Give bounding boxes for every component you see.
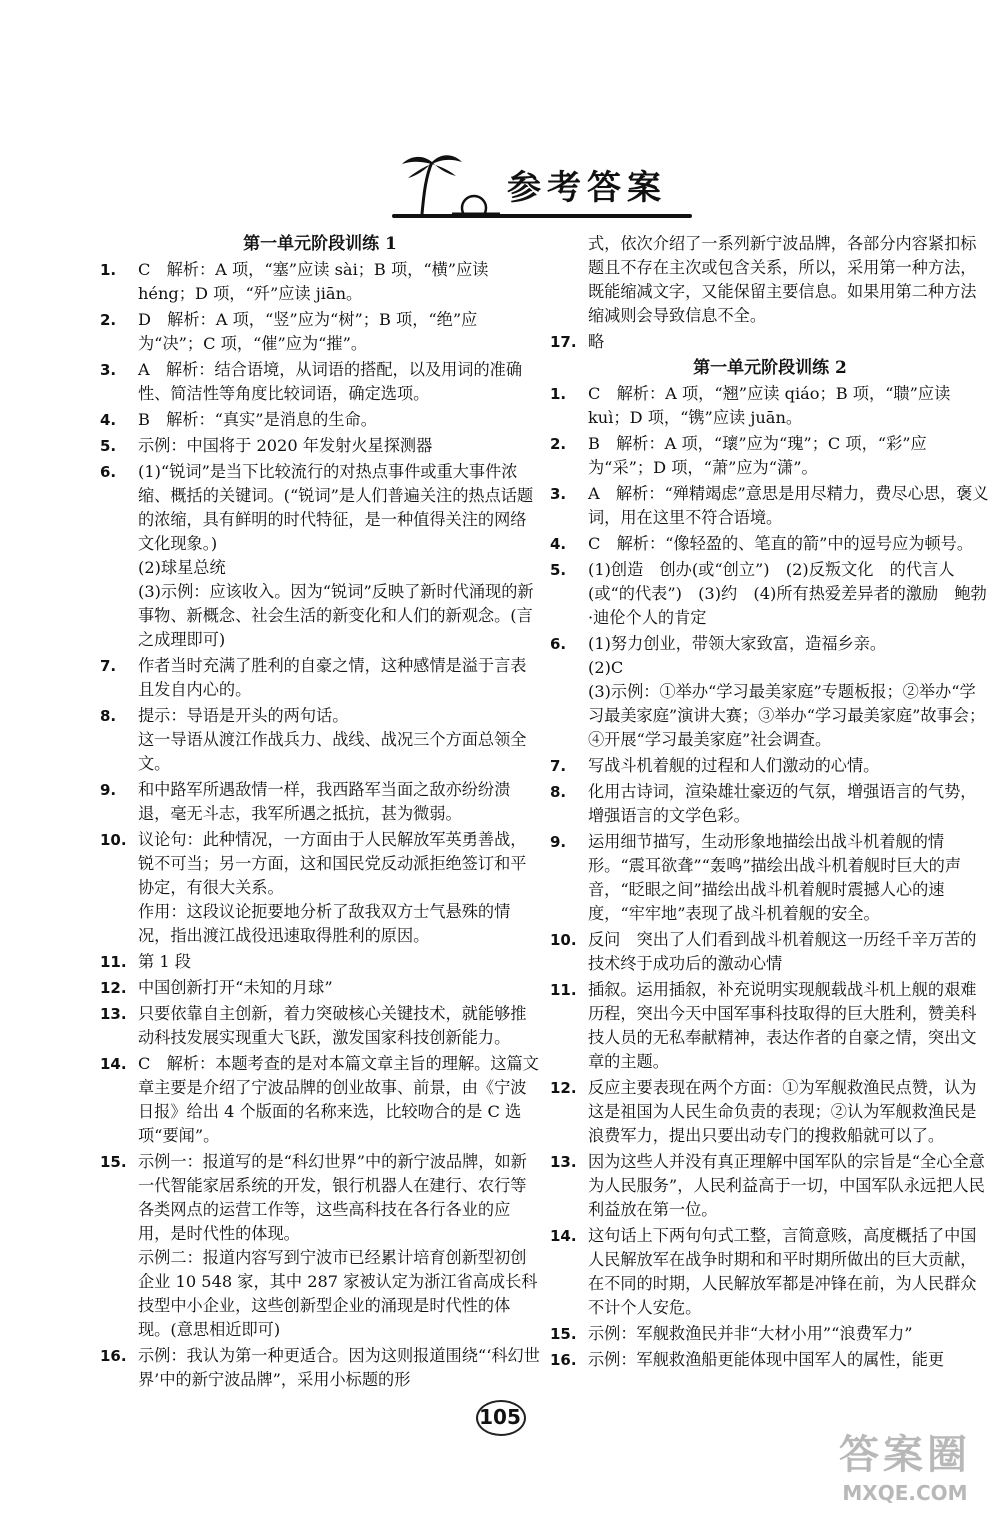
page-number: 105	[470, 1400, 530, 1434]
answer-number: 8.	[100, 707, 117, 725]
answer-text: 插叙。运用插叙，补充说明实现舰载战斗机上舰的艰难历程，突出今天中国军事科技取得的巨大胜利，赞美科技人员的无私奉献精神，表达作者的自豪之情，突出文章的主题。	[588, 980, 977, 1071]
answer-number: 1.	[550, 385, 567, 403]
answer-number: 10.	[100, 831, 127, 849]
answer-item	[100, 358, 540, 406]
answer-text: A 解析：结合语境，从词语的搭配，以及用词的准确性、简洁性等角度比较词语，确定选项。	[138, 360, 523, 403]
answer-number: 15.	[550, 1325, 577, 1343]
answer-item	[550, 780, 990, 828]
answer-text: 运用细节描写，生动形象地描绘出战斗机着舰的情形。“震耳欲聋”“轰鸣”描绘出战斗机着舰时巨大的声音，“眨眼之间”描绘出战斗机着舰时震撼人心的速度，“牢牢地”表现了战斗机着舰的安全。	[588, 832, 962, 923]
answer-text: 示例二：报道内容写到宁波市已经累计培育创新型初创企业 10 548 家，其中 287 家被认定为浙江省高成长科技型中小企业，这些创新型企业的涌现是时代性的体现。(意思相近即可)	[138, 1248, 538, 1339]
answer-text: 反应主要表现在两个方面：①为军舰救渔民点赞，认为这是祖国为人民生命负责的表现；②认为军舰救渔民是浪费军力，提出只要出动专门的搜救船就可以了。	[588, 1078, 977, 1145]
answer-item	[100, 976, 540, 1000]
answer-text: (3)示例：应该收入。因为“锐词”反映了新时代涌现的新事物、新概念、社会生活的新变化和人们的新观念。(言之成理即可)	[138, 582, 534, 649]
answer-item	[100, 434, 540, 458]
answer-number: 9.	[100, 781, 117, 799]
answer-text: 这句话上下两句句式工整，言简意赅，高度概括了中国人民解放军在战争时期和和平时期所做出的巨大贡献，在不同的时期，人民解放军都是冲锋在前，为人民群众不计个人安危。	[588, 1226, 977, 1317]
answer-text: A 解析：“殚精竭虑”意思是用尽精力，费尽心思，褒义词，用在这里不符合语境。	[588, 484, 989, 527]
answer-number: 9.	[550, 833, 567, 851]
answer-number: 8.	[550, 783, 567, 801]
answer-text: 示例：我认为第一种更适合。因为这则报道围绕“‘科幻世界’中的新宁波品牌”，采用小标题的形	[138, 1346, 540, 1389]
answer-number: 11.	[550, 981, 577, 999]
answer-text: C 解析：A 项，“塞”应读 sài；B 项，“横”应读 héng；D 项，“歼”应读 jiān。	[138, 260, 489, 303]
answer-item	[550, 532, 990, 556]
answer-text: C 解析：“像轻盈的、笔直的箭”中的逗号应为顿号。	[588, 534, 974, 553]
answer-text: (3)示例：①举办“学习最美家庭”专题板报；②举办“学习最美家庭”演讲大赛；③举办“学习最美家庭”故事会；④开展“学习最美家庭”社会调查。	[588, 682, 986, 749]
answer-text: 提示：导语是开头的两句话。	[138, 706, 349, 725]
answer-text: B 解析：A 项，“瓌”应为“瑰”；C 项，“彩”应为“采”；D 项，“萧”应为“潇”。	[588, 434, 927, 477]
answer-item	[100, 1002, 540, 1050]
answer-number: 10.	[550, 931, 577, 949]
answer-text: 式，依次介绍了一系列新宁波品牌，各部分内容紧扣标题且不存在主次或包含关系，所以，采用第一种方法，既能缩减文字，又能保留主要信息。如果用第二种方法缩减则会导致信息不全。	[588, 234, 977, 325]
answer-text: 作用：这段议论扼要地分析了敌我双方士气悬殊的情况，指出渡江战役迅速取得胜利的原因。	[138, 902, 511, 945]
answer-number: 7.	[550, 757, 567, 775]
answer-item	[100, 408, 540, 432]
answer-item	[100, 1344, 540, 1392]
answer-number: 15.	[100, 1153, 127, 1171]
answer-text: 这一导语从渡江作战兵力、战线、战况三个方面总领全文。	[138, 730, 527, 773]
answer-item	[550, 1348, 990, 1372]
answer-list	[550, 382, 990, 1372]
watermark-url: MXQE.COM	[842, 1481, 968, 1505]
answer-number: 13.	[550, 1153, 577, 1171]
answer-text: C 解析：A 项，“翘”应读 qiáo；B 项，“聩”应读 kuì；D 项，“镌”应读 juān。	[588, 384, 951, 427]
answer-text: 写战斗机着舰的过程和人们激动的心情。	[588, 756, 880, 775]
answer-number: 14.	[550, 1227, 577, 1245]
answer-number: 17.	[550, 333, 577, 351]
answer-item	[550, 382, 990, 430]
answer-number: 14.	[100, 1055, 127, 1073]
answer-item	[100, 460, 540, 652]
answer-item	[100, 1052, 540, 1148]
answer-number: 5.	[100, 437, 117, 455]
right-column	[550, 232, 990, 1374]
answer-item	[550, 558, 990, 630]
answer-item	[100, 950, 540, 974]
answer-item	[100, 704, 540, 776]
answer-text: (2)球星总统	[138, 558, 226, 577]
answer-number: 6.	[550, 635, 567, 653]
answer-number: 7.	[100, 657, 117, 675]
answer-text: 第 1 段	[138, 952, 191, 971]
answer-text: 中国创新打开“未知的月球”	[138, 978, 333, 997]
answer-text: (1)努力创业，带领大家致富，造福乡亲。	[588, 634, 887, 653]
answer-item	[100, 654, 540, 702]
answer-number: 16.	[100, 1347, 127, 1365]
answer-text: 反问 突出了人们看到战斗机着舰这一历经千辛万苦的技术终于成功后的激动心情	[588, 930, 977, 973]
answer-number: 2.	[550, 435, 567, 453]
answer-number: 2.	[100, 311, 117, 329]
header-banner	[392, 152, 692, 222]
answer-continuation	[550, 232, 990, 328]
answer-number: 12.	[100, 979, 127, 997]
page-title: 参考答案	[507, 168, 667, 208]
answer-text: 略	[588, 332, 605, 351]
answer-number: 11.	[100, 953, 127, 971]
answer-item	[100, 308, 540, 356]
watermark-text: 答案圈	[839, 1432, 971, 1478]
answer-item	[550, 432, 990, 480]
answer-list	[100, 258, 540, 1392]
section-title: 第一单元阶段训练 1	[243, 234, 397, 254]
answer-number: 1.	[100, 261, 117, 279]
answer-item	[550, 632, 990, 752]
answer-number: 3.	[100, 361, 117, 379]
answer-number: 16.	[550, 1351, 577, 1369]
answer-item	[550, 928, 990, 976]
answer-text: 示例一：报道写的是“科幻世界”中的新宁波品牌，如新一代智能家居系统的开发，银行机器人在建行、农行等各类网点的运营工作等，这些高科技在各行各业的应用，是时代性的体现。	[138, 1152, 527, 1243]
answer-item	[550, 1322, 990, 1346]
watermark	[815, 1430, 995, 1520]
answer-text: B 解析：“真实”是消息的生命。	[138, 410, 377, 429]
answer-item	[550, 830, 990, 926]
answer-text: 作者当时充满了胜利的自豪之情，这种感情是溢于言表且发自内心的。	[138, 656, 527, 699]
answer-text: (1)“锐词”是当下比较流行的对热点事件或重大事件浓缩、概括的关键词。(“锐词”是人们普遍关注的热点话题的浓缩，具有鲜明的时代特征，是一种值得关注的网络文化现象。)	[138, 462, 534, 553]
palm-tree-icon	[392, 152, 502, 218]
answer-item	[100, 828, 540, 948]
answer-text: 和中路军所遇敌情一样，我西路军当面之敌亦纷纷溃退，毫无斗志，我军所遇之抵抗，甚为微弱。	[138, 780, 511, 823]
answer-number: 4.	[100, 411, 117, 429]
answer-text: C 解析：本题考查的是对本篇文章主旨的理解。这篇文章主要是介绍了宁波品牌的创业故事、前景，由《宁波日报》给出 4 个版面的名称来选，比较吻合的是 C 选项“要闻”。	[138, 1054, 539, 1145]
answer-item	[100, 258, 540, 306]
answer-text: D 解析：A 项，“竖”应为“树”；B 项，“绝”应为“决”；C 项，“催”应为“摧”。	[138, 310, 478, 353]
answer-number: 3.	[550, 485, 567, 503]
answer-item	[100, 1150, 540, 1342]
answer-number: 4.	[550, 535, 567, 553]
answer-text: (1)创造 创办(或“创立”) (2)反叛文化 的代言人(或“的代表”) (3)约 (4)所有热爱差异者的激励 鲍勃·迪伦个人的肯定	[588, 560, 987, 627]
answer-item	[550, 1076, 990, 1148]
answer-item	[550, 754, 990, 778]
answer-text: 示例：军舰救渔船更能体现中国军人的属性，能更	[588, 1350, 945, 1369]
answer-text: (2)C	[588, 658, 624, 677]
answer-item	[550, 1224, 990, 1320]
answer-text: 只要依靠自主创新，着力突破核心关键技术，就能够推动科技发展实现重大飞跃，激发国家科技创新能力。	[138, 1004, 527, 1047]
answer-text: 因为这些人并没有真正理解中国军队的宗旨是“全心全意为人民服务”，人民利益高于一切，中国军队永远把人民利益放在第一位。	[588, 1152, 985, 1219]
answer-number: 6.	[100, 463, 117, 481]
answer-item	[550, 482, 990, 530]
answer-text: 示例：军舰救渔民并非“大材小用”“浪费军力”	[588, 1324, 913, 1343]
left-column	[100, 232, 540, 1394]
banner-underline	[392, 214, 692, 218]
answer-number: 13.	[100, 1005, 127, 1023]
answer-text: 化用古诗词，渲染雄壮豪迈的气氛，增强语言的气势，增强语言的文学色彩。	[588, 782, 977, 825]
answer-item	[550, 978, 990, 1074]
answer-item	[100, 778, 540, 826]
answer-text: 示例：中国将于 2020 年发射火星探测器	[138, 436, 433, 455]
answer-item	[550, 1150, 990, 1222]
answer-number: 12.	[550, 1079, 577, 1097]
section-title: 第一单元阶段训练 2	[693, 358, 847, 378]
answer-item	[550, 330, 990, 354]
answer-text: 议论句：此种情况，一方面由于人民解放军英勇善战，锐不可当；另一方面，这和国民党反动派拒绝签订和平协定，有很大关系。	[138, 830, 527, 897]
answer-number: 5.	[550, 561, 567, 579]
